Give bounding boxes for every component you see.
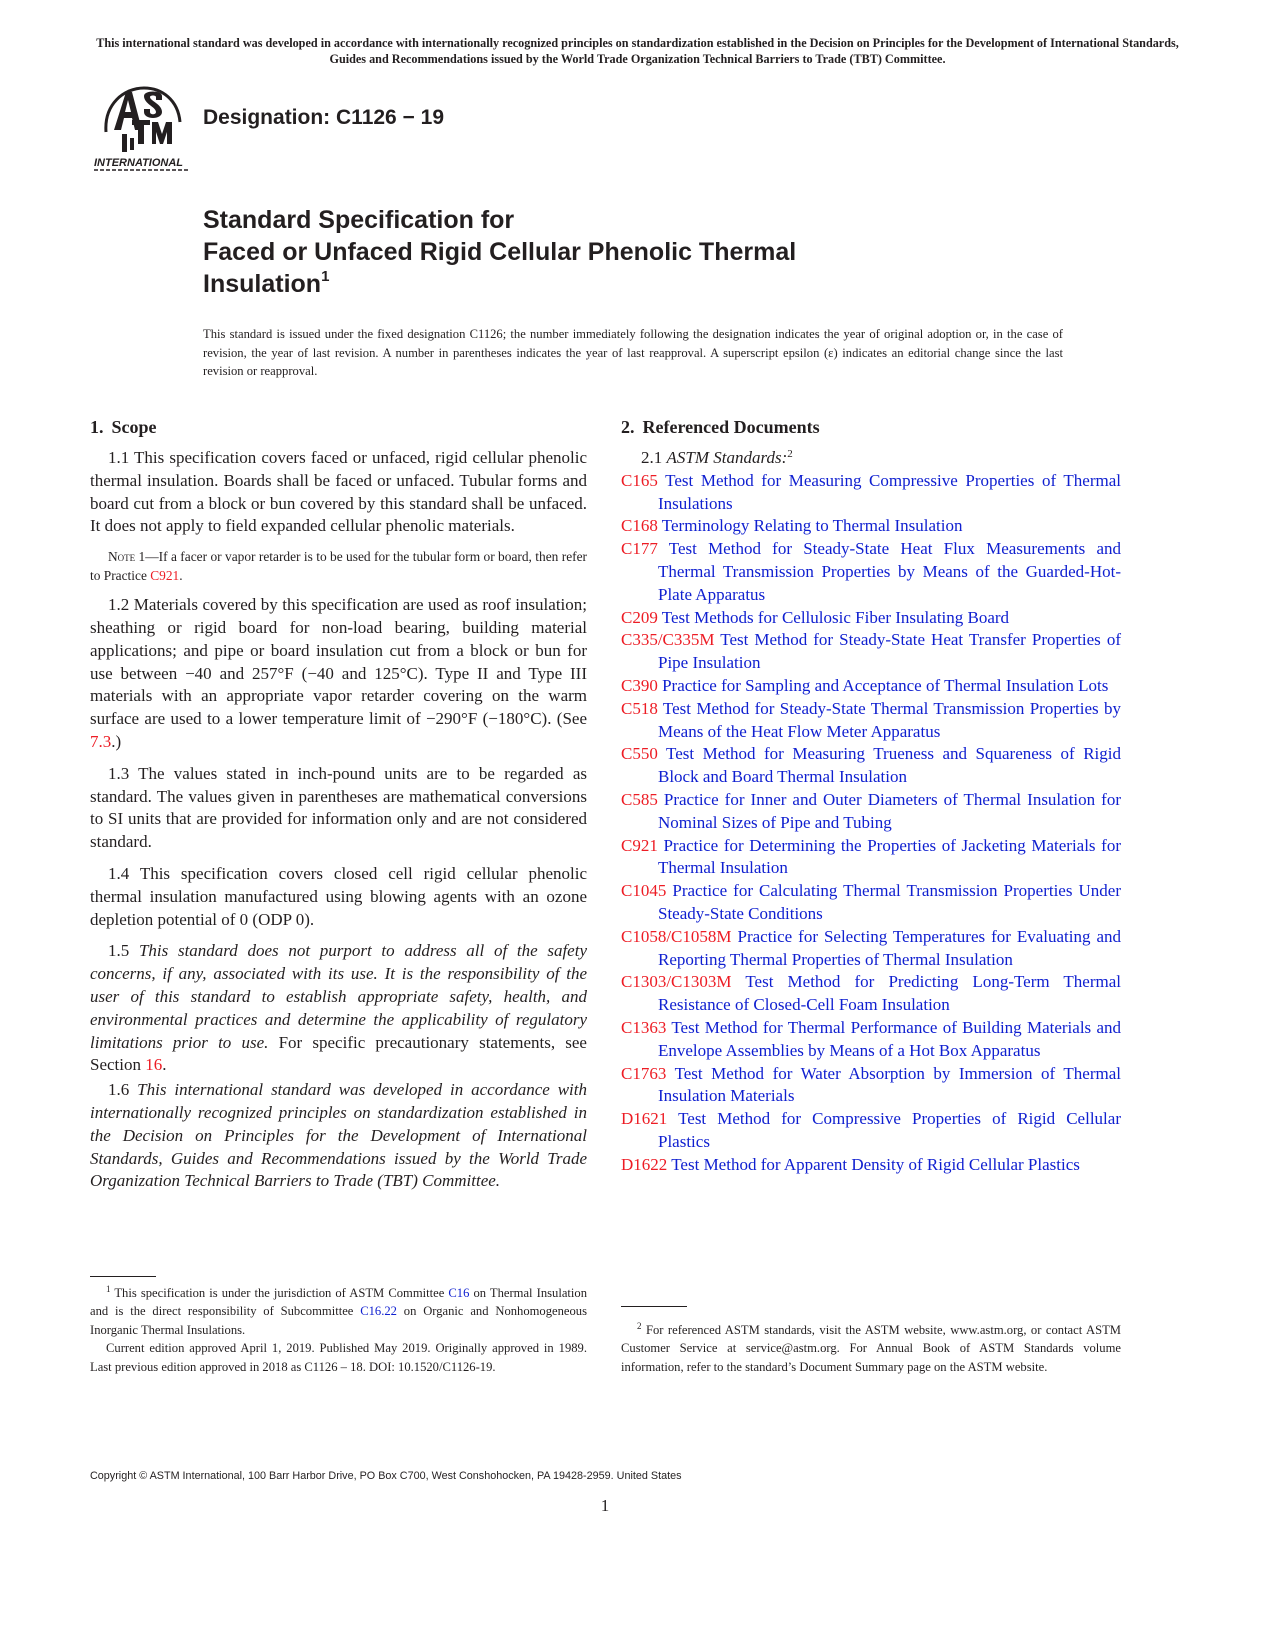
reference-title[interactable]: Terminology Relating to Thermal Insulation xyxy=(661,516,963,536)
reference-code-link[interactable]: C1045 xyxy=(621,881,667,901)
reference-title[interactable]: Practice for Inner and Outer Diameters of Thermal Insulation for Nominal Sizes of Pipe and Tubing xyxy=(658,789,1122,832)
ref-link-c921[interactable]: C921 xyxy=(150,568,180,584)
reference-code-link[interactable]: C177 xyxy=(621,539,658,559)
subsection-2-1: 2.1 ASTM Standards:$^2$ xyxy=(641,448,793,467)
title-line-3: Insulation$^1$ xyxy=(203,268,330,298)
document-title xyxy=(203,204,1003,300)
footnote-2: $^2$ For referenced ASTM standards, visit the ASTM website, www.astm.org, or contact ASTM Customer Service at service@astm.org. For Annual Book of ASTM Standards volume information, refer to the standard’s Document Summary page on the ASTM website. xyxy=(621,1321,1121,1374)
reference-title[interactable]: Practice for Sampling and Acceptance of Thermal Insulation Lots xyxy=(662,675,1109,695)
reference-code-link[interactable]: C921 xyxy=(621,835,658,855)
page-number: 1 xyxy=(600,1496,610,1515)
designation: Designation: C1126 − 19 xyxy=(203,106,445,129)
reference-title[interactable]: Test Method for Measuring Compressive Properties of Thermal Insulations xyxy=(658,470,1121,513)
reference-code-link[interactable]: C335/C335M xyxy=(621,630,715,650)
reference-code-link[interactable]: C1058/C1058M xyxy=(621,926,732,946)
right-column xyxy=(621,415,1121,1177)
reference-code-link[interactable]: C1363 xyxy=(621,1017,667,1037)
reference-title[interactable]: Test Method for Predicting Long-Term Thermal Resistance of Closed-Cell Foam Insulation xyxy=(658,972,1121,1015)
reference-title[interactable]: Test Method for Steady-State Heat Transfer Properties of Pipe Insulation xyxy=(658,630,1121,673)
reference-item xyxy=(621,515,1121,538)
reference-code-link[interactable]: C390 xyxy=(621,675,658,695)
reference-item xyxy=(621,1017,1121,1063)
title-footnote-marker: 1 xyxy=(321,268,330,285)
reference-item xyxy=(621,926,1121,972)
reference-title[interactable]: Test Method for Thermal Performance of Building Materials and Envelope Assemblies by Means of a Hot Box Apparatus xyxy=(658,1017,1121,1060)
reference-item xyxy=(621,538,1121,606)
reference-list xyxy=(621,470,1121,1177)
reference-item xyxy=(621,835,1121,881)
reference-title[interactable]: Test Method for Measuring Trueness and Squareness of Rigid Block and Board Thermal Insulation xyxy=(658,744,1121,787)
reference-title[interactable]: Practice for Selecting Temperatures for Evaluating and Reporting Thermal Properties of Thermal Insulation xyxy=(658,926,1121,969)
copyright-line: Copyright © ASTM International, 100 Barr Harbor Drive, PO Box C700, West Conshohocken, PA 19428-2959. United States xyxy=(90,1470,682,1482)
edition-info: Current edition approved April 1, 2019. Published May 2019. Originally approved in 1989. Last previous edition approved in 2018 as C1126 – 18. DOI: 10.1520/C1126-19. xyxy=(90,1341,587,1374)
section-heading-referenced-documents: 2. Referenced Documents xyxy=(621,417,820,437)
paragraph-1-4: 1.4 This specification covers closed cell rigid cellular phenolic thermal insulation manufactured using blowing agents with an ozone depletion potential of 0 (ODP 0). xyxy=(90,863,587,929)
reference-title[interactable]: Practice for Calculating Thermal Transmission Properties Under Steady-State Conditions xyxy=(658,881,1121,923)
reference-code-link[interactable]: D1622 xyxy=(621,1154,668,1174)
reference-item xyxy=(621,607,1121,630)
footnote-rule-left xyxy=(90,1276,156,1277)
reference-item xyxy=(621,743,1121,789)
footnote-rule-right xyxy=(621,1306,687,1307)
reference-title[interactable]: Practice for Determining the Properties of Jacketing Materials for Thermal Insulation xyxy=(658,835,1121,878)
paragraph-1-6: 1.6 This international standard was developed in accordance with internationally recognized principles on standardization established in the Decision on Principles for the Development of International Standards, Guides and Recommendations issued by the World Trade Organization Technical Barriers to Trade (TBT) Committee. xyxy=(90,1080,587,1191)
reference-code-link[interactable]: C518 xyxy=(621,698,658,718)
reference-item xyxy=(621,971,1121,1017)
section-heading-scope: 1. Scope xyxy=(90,417,157,437)
reference-title[interactable]: Test Method for Steady-State Thermal Transmission Properties by Means of the Heat Flow Meter Apparatus xyxy=(658,698,1121,741)
reference-item xyxy=(621,789,1121,835)
reference-code-link[interactable]: C1763 xyxy=(621,1063,667,1083)
title-line-2: Faced or Unfaced Rigid Cellular Phenolic Thermal xyxy=(203,238,797,266)
reference-code-link[interactable]: C585 xyxy=(621,789,658,809)
reference-code-link[interactable]: D1621 xyxy=(621,1109,668,1129)
section-link-16[interactable]: 16 xyxy=(145,1055,163,1075)
reference-title[interactable]: Test Method for Steady-State Heat Flux Measurements and Thermal Transmission Properties by Means of the Guarded-Hot-Plate Apparatus xyxy=(658,539,1121,604)
note-1: Note 1—If a facer or vapor retarder is to be used for the tubular form or board, then refer to Practice C921. xyxy=(90,549,587,584)
reference-item xyxy=(621,1063,1121,1109)
subcommittee-link-c16-22[interactable]: C16.22 xyxy=(360,1304,397,1319)
wto-notice: This international standard was developed in accordance with internationally recognized principles on standardization established in the Decision on Principles for the Development of International Standards, Guides and Recommendations issued by the World Trade Organization Technical Barriers to Trade (TBT) Committee. xyxy=(96,36,1179,66)
reference-title[interactable]: Test Method for Compressive Properties of Rigid Cellular Plastics xyxy=(658,1109,1121,1151)
paragraph-1-1: 1.1 This specification covers faced or unfaced, rigid cellular phenolic thermal insulation. Boards shall be faced or unfaced. Tubular forms and board cut from a block or bun covered by this standard shall be unfaced. It does not apply to field expanded cellular phenolic materials. xyxy=(90,448,587,536)
left-column xyxy=(90,415,587,1202)
reference-item xyxy=(621,1108,1121,1154)
reference-code-link[interactable]: C209 xyxy=(621,607,658,627)
reference-code-link[interactable]: C168 xyxy=(621,516,658,536)
section-link-7-3[interactable]: 7.3 xyxy=(90,731,112,751)
reference-title[interactable]: Test Methods for Cellulosic Fiber Insulating Board xyxy=(661,607,1010,627)
reference-item xyxy=(621,880,1121,926)
astm-logo-icon xyxy=(92,82,190,174)
reference-code-link[interactable]: C1303/C1303M xyxy=(621,972,732,992)
reference-code-link[interactable]: C165 xyxy=(621,470,658,490)
reference-title[interactable]: Test Method for Apparent Density of Rigid Cellular Plastics xyxy=(671,1154,1080,1174)
paragraph-1-2: 1.2 Materials covered by this specification are used as roof insulation; sheathing or rigid board for non-load bearing, building material applications; and pipe or board insulation cut from a block or bun for use between −40 and 257°F (−40 and 125°C). Type II and Type III materials with an appropriate vapor retarder covering on the warm surface are used to a lower temperature limit of −290°F (−180°C). (See 7.3.) xyxy=(90,595,587,751)
committee-link-c16[interactable]: C16 xyxy=(448,1286,470,1300)
reference-item xyxy=(621,1154,1121,1177)
paragraph-1-5: 1.5 This standard does not purport to address all of the safety concerns, if any, associated with its use. It is the responsibility of the user of this standard to establish appropriate safety, health, and environmental practices and determine the applicability of regulatory limitations prior to use. For specific precautionary statements, see Section 16. xyxy=(90,941,587,1075)
reference-code-link[interactable]: C550 xyxy=(621,744,658,764)
reference-title[interactable]: Test Method for Water Absorption by Immersion of Thermal Insulation Materials xyxy=(658,1063,1121,1106)
paragraph-1-3: 1.3 The values stated in inch-pound units are to be regarded as standard. The values given in parentheses are mathematical conversions to SI units that are provided for information only and are not considered standard. xyxy=(90,763,587,852)
footnote-1: $^1$ This specification is under the jurisdiction of ASTM Committee C16 on Thermal Insulation and is the direct responsibility of Subcommittee C16.22 on Organic and Nonhomogeneous Inorganic Thermal Insulations. Current edition approved April 1, 2019. Published May 2019. Originally approved in 1989. Last previous edition approved in 2018 as C1126 – 18. DOI: 10.1520/C1126-19. xyxy=(90,1284,587,1376)
svg-text:INTERNATIONAL: INTERNATIONAL xyxy=(94,157,184,169)
issuance-note: This standard is issued under the fixed designation C1126; the number immediately following the designation indicates the year of original adoption or, in the case of revision, the year of last revision. A number in parentheses indicates the year of last reapproval. A superscript epsilon (ε) indicates an editorial change since the last revision or reapproval. xyxy=(203,327,1063,378)
title-line-1: Standard Specification for xyxy=(203,206,515,234)
reference-item xyxy=(621,698,1121,744)
reference-item xyxy=(621,675,1121,698)
reference-item xyxy=(621,470,1121,516)
reference-item xyxy=(621,629,1121,675)
